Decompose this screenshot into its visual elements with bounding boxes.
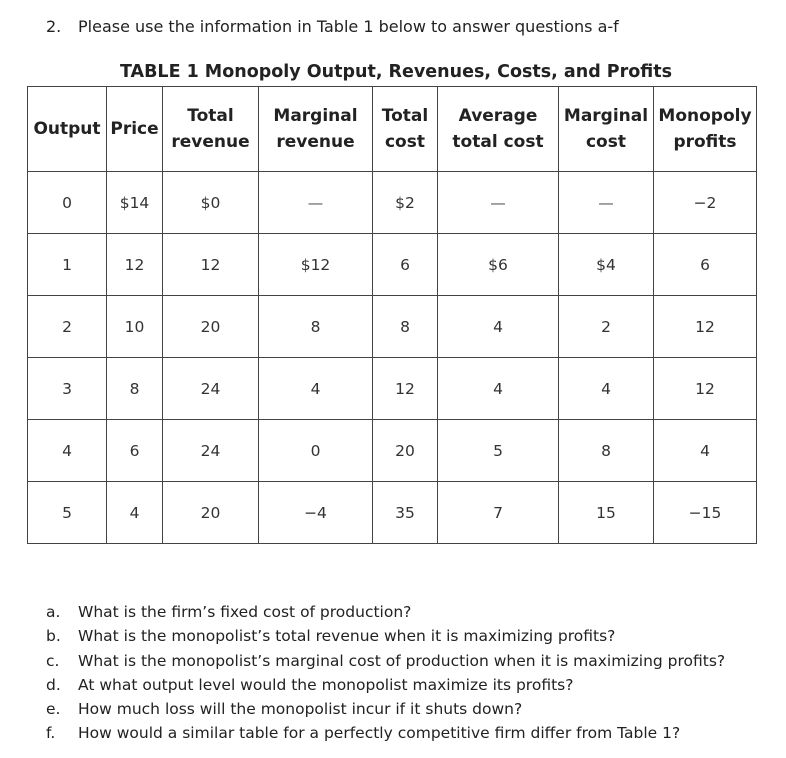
table-cell: 4 (438, 296, 559, 358)
table-row (28, 358, 757, 420)
column-header (559, 87, 654, 172)
table-cell: 8 (107, 358, 163, 420)
table-caption (0, 62, 786, 82)
table-cell: 20 (163, 482, 259, 544)
table-cell: — (559, 172, 654, 234)
table-row (28, 172, 757, 234)
column-header-line: Total (381, 106, 429, 126)
subquestion-item (46, 625, 725, 649)
table-cell: 12 (373, 358, 438, 420)
table-cell: 2 (28, 296, 107, 358)
question-number: 2. (46, 17, 62, 36)
subquestion-letter: a. (46, 603, 61, 621)
table-row (28, 482, 757, 544)
table-cell: — (438, 172, 559, 234)
table-header-row (28, 87, 757, 172)
table-cell: 8 (373, 296, 438, 358)
question-prompt: Please use the information in Table 1 below to answer questions a-f (78, 17, 619, 36)
column-header-line: total cost (452, 132, 544, 152)
column-header-line: cost (384, 132, 425, 152)
table-cell: 10 (107, 296, 163, 358)
subquestion-item (46, 674, 725, 698)
table-cell: $14 (107, 172, 163, 234)
table-caption-label: TABLE 1 (119, 62, 199, 82)
table-cell: 12 (654, 358, 757, 420)
column-header-line: revenue (276, 132, 355, 152)
column-header (654, 87, 757, 172)
table-cell: 24 (163, 358, 259, 420)
table-row (28, 296, 757, 358)
column-header-line: Price (110, 119, 159, 139)
table-cell: 6 (107, 420, 163, 482)
subquestion-letter: d. (46, 675, 61, 694)
column-header-line: Monopoly (658, 106, 752, 126)
column-header (438, 87, 559, 172)
table-cell: 12 (654, 296, 757, 358)
table-cell: 20 (163, 296, 259, 358)
subquestion-text: What is the firm’s fixed cost of production? (78, 603, 412, 621)
table-cell: $0 (163, 172, 259, 234)
monopoly-table (27, 86, 757, 544)
question-header (46, 17, 619, 36)
table-cell: $6 (438, 234, 559, 296)
subquestion-letter: b. (46, 627, 61, 646)
subquestion-text: At what output level would the monopolist maximize its profits? (78, 675, 574, 694)
table-cell: 12 (163, 234, 259, 296)
table-cell: 4 (654, 420, 757, 482)
table-cell: $4 (559, 234, 654, 296)
table-cell: 8 (259, 296, 373, 358)
subquestion-text: How would a similar table for a perfectly competitive firm differ from Table 1? (78, 724, 681, 743)
table-cell: −15 (654, 482, 757, 544)
table-cell: 4 (28, 420, 107, 482)
table-caption-title: Monopoly Output, Revenues, Costs, and Profits (204, 62, 673, 82)
column-header (259, 87, 373, 172)
table-cell: 8 (559, 420, 654, 482)
column-header-line: Total (187, 106, 234, 126)
table-row (28, 234, 757, 296)
table-cell: 5 (28, 482, 107, 544)
subquestion-item (46, 601, 725, 625)
subquestion-item (46, 650, 725, 674)
table-cell: 4 (107, 482, 163, 544)
table-cell: 20 (373, 420, 438, 482)
column-header-line: cost (585, 132, 626, 152)
table-cell: — (259, 172, 373, 234)
table-cell: 3 (28, 358, 107, 420)
column-header-line: Output (33, 119, 101, 139)
table-cell: 6 (654, 234, 757, 296)
column-header (163, 87, 259, 172)
table-cell: 15 (559, 482, 654, 544)
subquestion-item (46, 698, 725, 722)
table-cell: 35 (373, 482, 438, 544)
table-cell: 1 (28, 234, 107, 296)
table-cell: −2 (654, 172, 757, 234)
column-header-line: profits (673, 132, 737, 152)
column-header-line: Marginal (563, 106, 649, 126)
subquestion-text: What is the monopolist’s total revenue when it is maximizing profits? (78, 627, 616, 646)
subquestion-list (46, 601, 725, 747)
table-cell: 6 (373, 234, 438, 296)
column-header-line: revenue (171, 132, 250, 152)
column-header-line: Marginal (273, 106, 358, 126)
table-cell: 24 (163, 420, 259, 482)
table-cell: −4 (259, 482, 373, 544)
table-cell: 0 (28, 172, 107, 234)
table-cell: $2 (373, 172, 438, 234)
column-header (107, 87, 163, 172)
subquestion-item (46, 722, 725, 746)
table-cell: 4 (438, 358, 559, 420)
table-row (28, 420, 757, 482)
column-header (28, 87, 107, 172)
table-cell: 2 (559, 296, 654, 358)
table-cell: 0 (259, 420, 373, 482)
table-cell: 5 (438, 420, 559, 482)
subquestion-letter: f. (46, 724, 56, 743)
column-header (373, 87, 438, 172)
table-body (28, 172, 757, 544)
table-cell: 7 (438, 482, 559, 544)
subquestion-letter: c. (46, 651, 60, 670)
column-header-line: Average (458, 106, 538, 126)
table-cell: $12 (259, 234, 373, 296)
subquestion-letter: e. (46, 700, 61, 719)
subquestion-text: What is the monopolist’s marginal cost of production when it is maximizing profits? (78, 651, 726, 670)
table-cell: 4 (259, 358, 373, 420)
table-cell: 4 (559, 358, 654, 420)
subquestion-text: How much loss will the monopolist incur if it shuts down? (78, 700, 523, 719)
table-cell: 12 (107, 234, 163, 296)
